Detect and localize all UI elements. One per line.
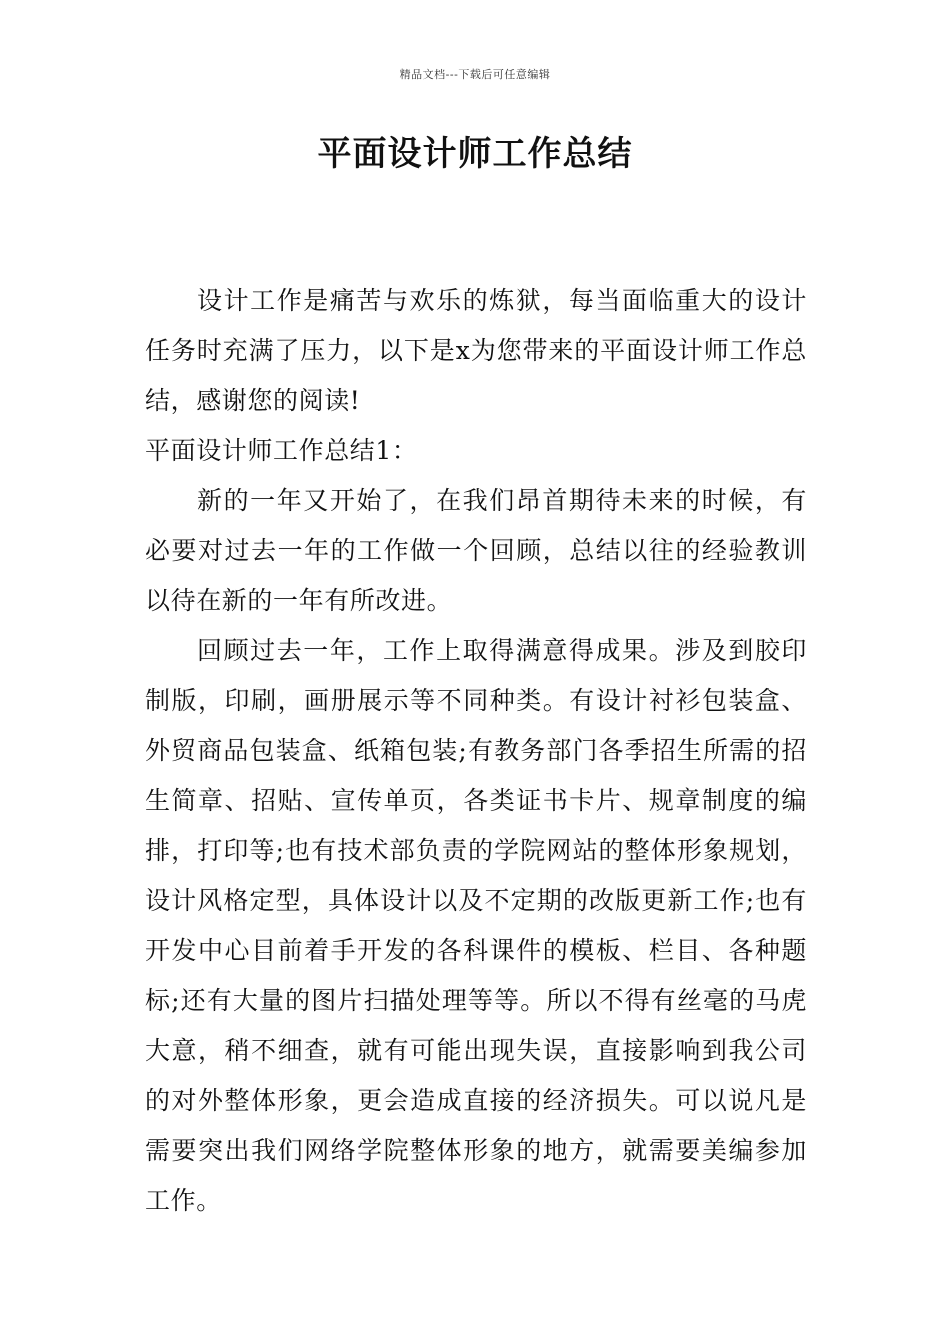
intro-paragraph: 设计工作是痛苦与欢乐的炼狱，每当面临重大的设计任务时充满了压力，以下是x为您带来的平面设计师工作总结，感谢您的阅读! (145, 286, 807, 415)
body-paragraph: 回顾过去一年，工作上取得满意得成果。涉及到胶印制版，印刷，画册展示等不同种类。有设计衬衫包装盒、外贸商品包装盒、纸箱包装;有教务部门各季招生所需的招生简章、招贴、宣传单页，各类证书卡片、规章制度的编排，打印等;也有技术部负责的学院网站的整体形象规划，设计风格定型，具体设计以及不定期的改版更新工作;也有开发中心目前着手开发的各科课件的模板、栏目、各种题标;还有大量的图片扫描处理等等。所以不得有丝毫的马虎大意，稍不细查，就有可能出现失误，直接影响到我公司的对外整体形象，更会造成直接的经济损失。可以说凡是需要突出我们网络学院整体形象的地方，就需要美编参加工作。 (145, 636, 807, 1215)
body-paragraph: 新的一年又开始了，在我们昂首期待未来的时候，有必要对过去一年的工作做一个回顾，总结以往的经验教训以待在新的一年有所改进。 (145, 486, 807, 615)
header-note: 精品文档---下载后可任意编辑 (399, 68, 551, 81)
document-body (145, 276, 807, 1226)
document-title: 平面设计师工作总结 (317, 134, 633, 174)
section-heading: 平面设计师工作总结1： (145, 436, 418, 465)
